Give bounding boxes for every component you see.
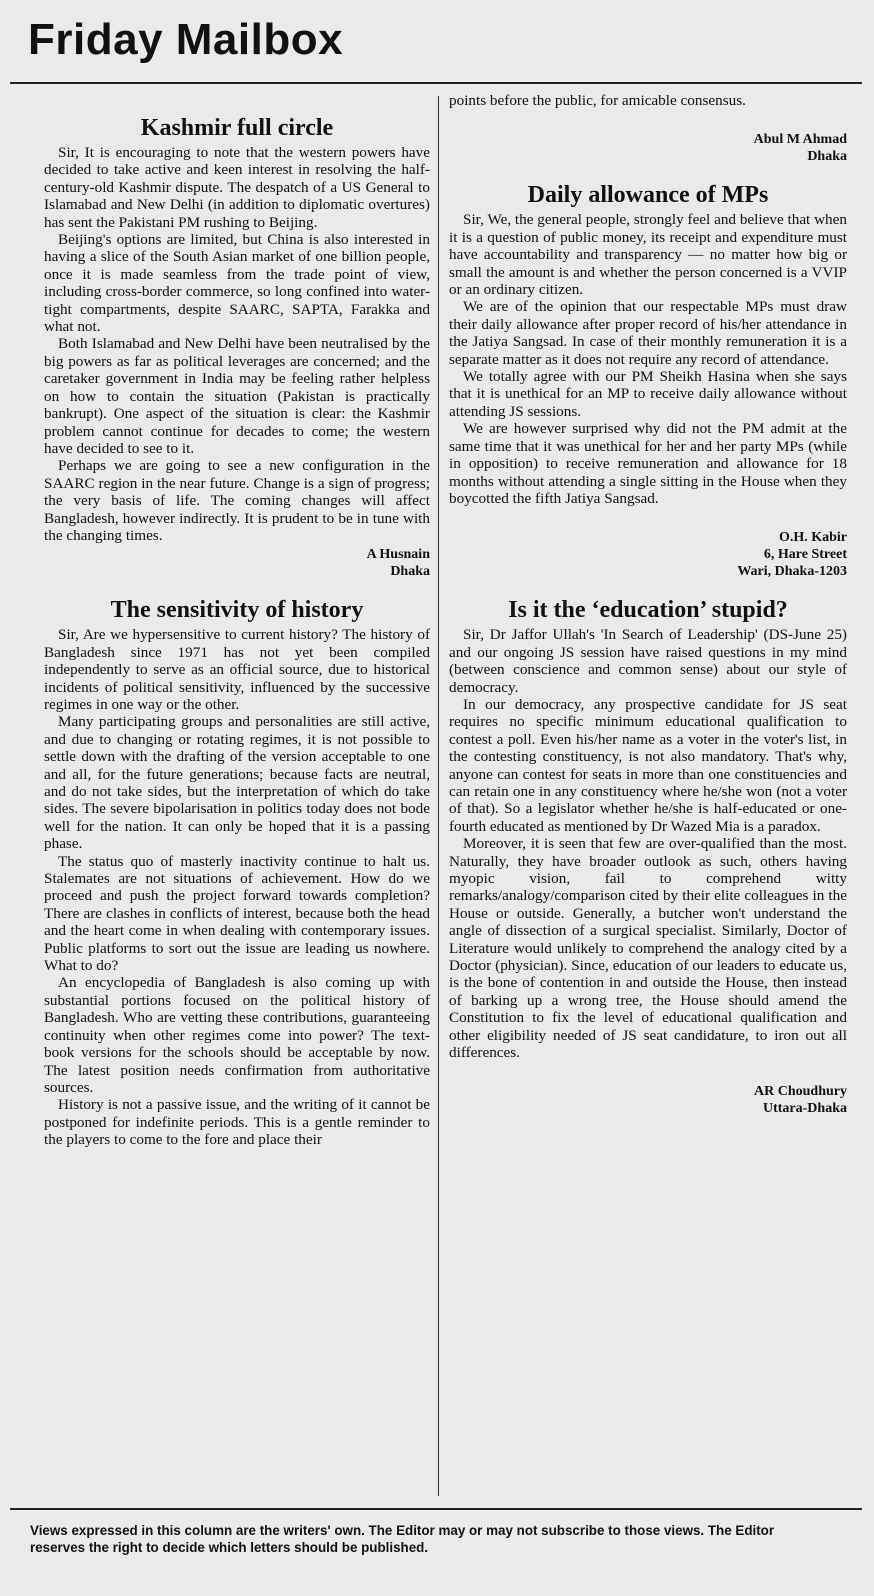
letter-paragraph: The status quo of masterly inactivity continue to halt us. Stalemates are not situations of achievement. How do we proceed and push the project forward towards completion? There are clashes in conflicts of interest, because both the head and the heart come in when dealing with contemporary issues. Public platforms to sort out the issue are leading us nowhere. What to do? (44, 852, 430, 975)
signature-address: 6, Hare Street (763, 547, 847, 563)
letter-paragraph: Perhaps we are going to see a new configuration in the SAARC region in the near future. Change is a sign of progress; the very basis of life. The coming changes will affect Bangladesh, however indirectly. It is prudent to be in tune with the changing times. (44, 457, 430, 544)
column-divider (438, 96, 439, 1496)
signature-place: Uttara-Dhaka (763, 1101, 847, 1117)
signature-kashmir (44, 546, 430, 580)
letter-paragraph: An encyclopedia of Bangladesh is also coming up with substantial portions focused on the political history of Bangladesh. Who are vetting these contributions, guaranteeing continuity when other regimes come into power? The text-book versions for the schools should be acceptable by now. The latest position needs confirmation from authoritative sources. (44, 974, 430, 1096)
letter-paragraph: In our democracy, any prospective candidate for JS seat requires no specific minimum educational qualification to contest a poll. Even his/her name as a voter in the voter's list, in the contesting constituency, is not also mandatory. That's why, anyone can contest for seats in more than one constituencies and can retain one in any constituency where he/she won (not a voter of that). So a legislator whether he/she is half-educated or one-fourth educated as mentioned by Dr Wazed Mia is a paradox. (449, 695, 847, 835)
signature-education (449, 1083, 847, 1117)
letter-paragraph: We are of the opinion that our respectable MPs must draw their daily allowance after proper record of his/her attendance in the Jatiya Sangsad. In case of their monthly remuneration it is a separate matter as it does not require any record of attendance. (449, 298, 847, 368)
letter-title-education: Is it the ‘education’ stupid? (508, 597, 788, 624)
bottom-rule (10, 1508, 862, 1510)
letter-paragraph: Moreover, it is seen that few are over-qualified than the most. Naturally, they have broader outlook as such, others having myopic vision, fail to comprehend witty remarks/analogy/comparison cited by their elite colleagues in the House or outside. Generally, a butcher won't understand the angle of dissection of a surgical specialist. Similarly, Doctor of Literature would unlikely to comprehend the analogy cited by a Doctor (physician). Since, education of our leaders to educate us, is the bone of contention in and outside the House, then instead of barking up a wrong tree, the House should amend the Constitution to fix the level of educational qualification and other eligibility needed of JS seat candidature, to iron out all differences. (449, 835, 847, 1062)
letter-paragraph: Sir, Are we hypersensitive to current history? The history of Bangladesh since 1971 has not yet been compiled independently to serve as an official source, due to historical incidents of political sensitivity, influenced by the successive regimes in one way or the other. (44, 626, 430, 713)
left-column (44, 92, 430, 1149)
letter-paragraph: Both Islamabad and New Delhi have been neutralised by the big powers as far as political leverages are concerned; and the caretaker government in India may be feeling rather helpless on how to contain the situation (Pakistan is practically bankrupt). One aspect of the situation is clear: the Kashmir problem cannot continue for decades to come; the western have decided to see to it. (44, 335, 430, 457)
letter-paragraph: We are however surprised why did not the PM admit at the same time that it was unethical for her and her party MPs (while in opposition) to receive remuneration and allowance for 18 months without attending a single sitting in the House when they boycotted the fifth Jatiya Sangsad. (449, 420, 847, 507)
letter-paragraph: Beijing's options are limited, but China is also interested in having a slice of the South Asian market of one billion people, once it is made seamless from the trade point of view, including cross-border commerce, so long confined into water-tight compartments, despite SAARC, SAPTA, Farakka and what not. (44, 231, 430, 336)
letter-paragraph: Sir, It is encouraging to note that the western powers have decided to take active and keen interest in resolving the half-century-old Kashmir dispute. The despatch of a US General to Islamabad and New Delhi (in addition to diplomatic overtures) has sent the Pakistani PM rushing to Beijing. (44, 144, 430, 231)
letter-paragraph: Many participating groups and personalities are still active, and due to changing or rotating regimes, it is not possible to settle down with the drafting of the version acceptable to one and all, for the future generations; because facts are neutral, and do not take sides, but the interpretation of which do take sides. The severe bipolarisation in politics today does not bode well for the nation. It can only be hoped that it is a passing phase. (44, 713, 430, 853)
signature-allowance (449, 529, 847, 580)
right-column (449, 92, 847, 1117)
letter-paragraph: Sir, We, the general people, strongly feel and believe that when it is a question of public money, its receipt and expenditure must have accountability and transparency — no matter how big or small the amount is and whether the person concerned is a VVIP or an ordinary citizen. (449, 211, 847, 299)
signature-place: Wari, Dhaka-1203 (737, 564, 847, 580)
letter-title-allowance: Daily allowance of MPs (527, 182, 769, 209)
signature-history (449, 131, 847, 165)
signature-name: O.H. Kabir (778, 530, 847, 546)
signature-name: Abul M Ahmad (753, 132, 847, 148)
page-title: Friday Mailbox (28, 15, 344, 64)
letter-continuation: points before the public, for amicable consensus. (449, 92, 746, 109)
letter-title-history: The sensitivity of history (110, 597, 364, 624)
signature-name: A Husnain (366, 547, 430, 563)
top-rule (10, 82, 862, 84)
signature-place: Dhaka (807, 149, 847, 165)
signature-name: AR Choudhury (754, 1084, 847, 1100)
signature-place: Dhaka (390, 564, 430, 580)
letter-paragraph: Sir, Dr Jaffor Ullah's 'In Search of Leadership' (DS-June 25) and our ongoing JS session have raised questions in my mind (between conscience and common sense) about our style of democracy. (449, 626, 847, 696)
letter-title-kashmir: Kashmir full circle (140, 115, 334, 141)
letter-paragraph: We totally agree with our PM Sheikh Hasina when she says that it is unethical for an MP to receive daily allowance without attending JS sessions. (449, 368, 847, 420)
letter-paragraph: History is not a passive issue, and the writing of it cannot be postponed for indefinite periods. This is a gentle reminder to the players to come to the fore and place their (44, 1096, 430, 1149)
editorial-disclaimer: Views expressed in this column are the writers' own. The Editor may or may not subscribe to those views. The Editor reserves the right to decide which letters should be published. (30, 1523, 775, 1555)
